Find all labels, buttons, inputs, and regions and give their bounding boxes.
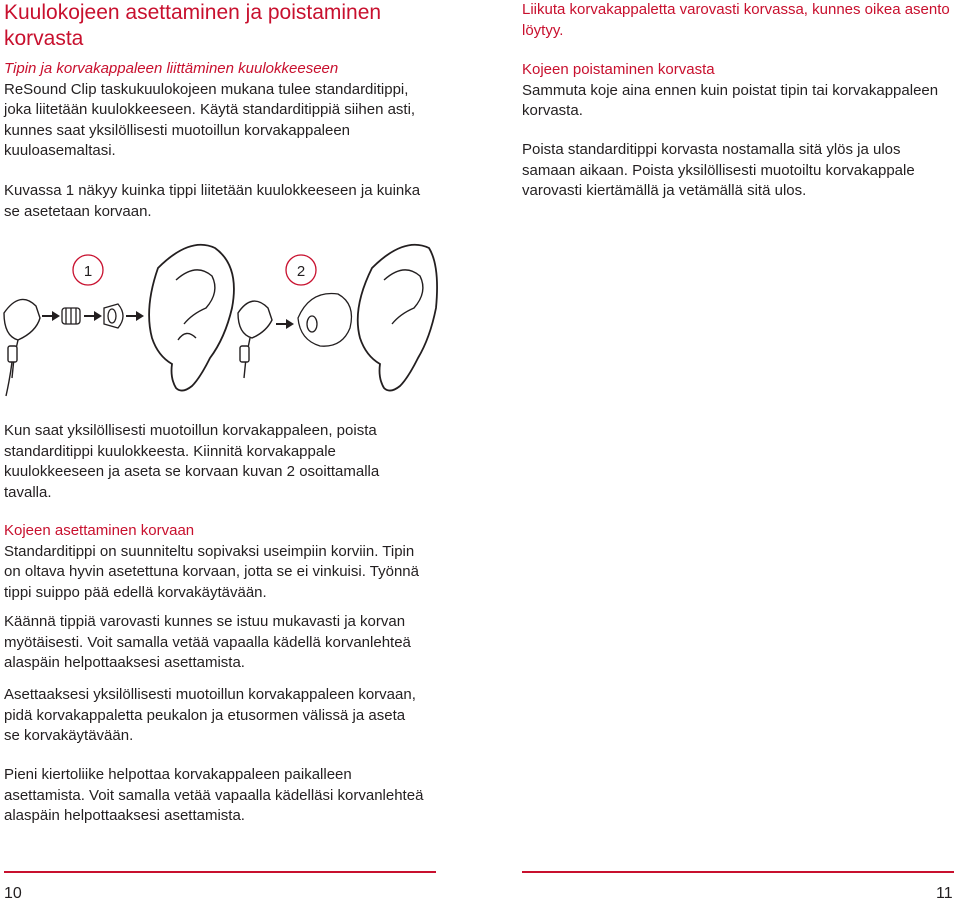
page-number-left: 10 bbox=[4, 885, 22, 902]
earphone-icon-2 bbox=[238, 301, 272, 378]
page-title: Kuulokojeen asettaminen ja poistaminen korvasta bbox=[4, 1, 382, 50]
footer-rule-right bbox=[522, 871, 954, 873]
insert-section bbox=[4, 521, 424, 603]
figure-note: Kuvassa 1 näkyy kuinka tippi liitetään kuulokkeeseen ja kuinka se asetetaan korvaan. bbox=[4, 182, 421, 220]
ear-icon bbox=[149, 245, 234, 391]
arrow-head-icon-4 bbox=[286, 319, 294, 329]
custom-earmold-icon bbox=[298, 294, 352, 347]
intro-section bbox=[4, 59, 424, 162]
twist-text: Pieni kiertoliike helpottaa korvakappaleen paikalleen asettamista. Voit samalla vetää vapaalla kädelläsi korvanlehteä alaspäin helpottaaksesi asettamista. bbox=[4, 766, 424, 824]
figure-label-1-text: 1 bbox=[83, 263, 93, 280]
intro-heading: Tipin ja korvakappaleen liittäminen kuulokkeeseen bbox=[4, 60, 339, 77]
remove-heading: Kojeen poistaminen korvasta bbox=[522, 61, 715, 78]
ear-tip-icon bbox=[104, 304, 123, 328]
insert-text: Standarditippi on suunniteltu sopivaksi useimpiin korviin. Tipin on oltava hyvin asetettuna korvaan, jotta se ei vinkuisi. Työnnä tippi suippo pää edellä korvakäytävään. bbox=[4, 542, 419, 601]
move-text: Liikuta korvakappaletta varovasti korvassa, kunnes oikea asento löytyy. bbox=[522, 1, 950, 39]
after-figure-text: Kun saat yksilöllisesti muotoillun korvakappaleen, poista standarditippi kuulokkeesta. Kiinnitä korvakappale kuulokkeeseen ja aseta se korvaan kuvan 2 osoittamalla tavalla. bbox=[4, 422, 380, 501]
arrow-head-icon-2 bbox=[94, 311, 102, 321]
earphone-icon bbox=[4, 299, 40, 396]
insert-heading: Kojeen asettaminen korvaan bbox=[4, 522, 195, 539]
page-number-right: 11 bbox=[936, 885, 953, 902]
footer-rule-left bbox=[4, 871, 436, 873]
figure-label-1 bbox=[73, 255, 103, 285]
remove-detail: Poista standarditippi korvasta nostamalla sitä ylös ja ulos samaan aikaan. Poista yksilöllisesti muotoiltu korvakappale varovasti kiertämällä ja vetämällä sitä ulos. bbox=[522, 141, 915, 199]
remove-text: Sammuta koje aina ennen kuin poistat tipin tai korvakappaleen korvasta. bbox=[522, 81, 939, 119]
turn-text: Käännä tippiä varovasti kunnes se istuu mukavasti ja korvan myötäisesti. Voit samalla vetää vapaalla kädellä korvanlehteä alaspäin helpottaaksesi asettamista. bbox=[4, 613, 411, 671]
custom-text: Asettaaksesi yksilöllisesti muotoillun korvakappaleen korvaan, pidä korvakappaletta peukalon ja etusormen välissä ja aseta se korvakäytävään. bbox=[4, 686, 416, 744]
arrow-head-icon-3 bbox=[136, 311, 144, 321]
figure-label-2 bbox=[286, 255, 316, 285]
remove-section bbox=[522, 60, 952, 122]
ear-icon-2 bbox=[358, 245, 437, 391]
earpiece-figure bbox=[0, 228, 440, 406]
figure-label-2-text: 2 bbox=[296, 263, 306, 280]
tip-connector-icon bbox=[62, 308, 80, 324]
intro-text: ReSound Clip taskukuulokojeen mukana tulee standarditippi, joka liitetään kuulokkeeseen. Käytä standarditippiä siihen asti, kunnes saat yksilöllisesti muotoillun korvakappaleen kuuloasemaltasi. bbox=[4, 80, 416, 159]
arrow-head-icon bbox=[52, 311, 60, 321]
